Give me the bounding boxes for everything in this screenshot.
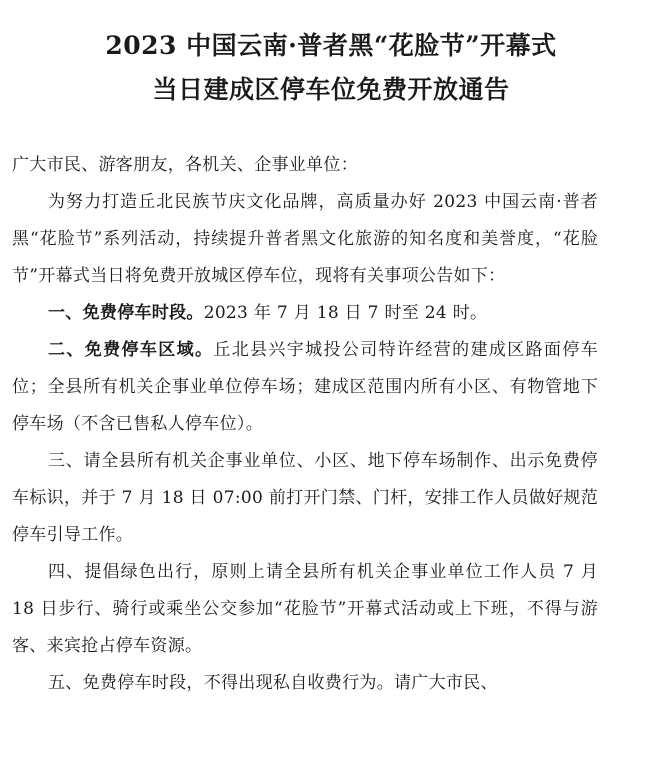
item-5-text: 五、免费停车时段，不得出现私自收费行为。请广大市民、 <box>48 673 498 693</box>
title-line-2: 当日建成区停车位免费开放通告 <box>152 75 510 104</box>
item-3 <box>12 443 598 554</box>
item-1 <box>12 295 598 332</box>
item-4-text: 四、提倡绿色出行，原则上请全县所有机关企事业单位工作人员 7 月 18 日步行、骑行或乘坐公交参加“花脸节”开幕式活动或上下班，不得与游客、来宾抢占停车资源。 <box>12 562 598 656</box>
item-5 <box>12 665 598 702</box>
item-4 <box>12 554 598 665</box>
intro-paragraph: 为努力打造丘北民族节庆文化品牌，高质量办好 2023 中国云南·普者黑“花脸节”系列活动，持续提升普者黑文化旅游的知名度和美誉度，“花脸节”开幕式当日将免费开放城区停车位，现将有关事项公告如下： <box>12 192 598 286</box>
item-1-text: 2023 年 7 月 18 日 7 时至 24 时。 <box>203 303 488 323</box>
item-2 <box>12 332 598 443</box>
notice-body <box>12 147 598 702</box>
item-2-text: 丘北县兴宇城投公司特许经营的建成区路面停车位；全县所有机关企事业单位停车场；建成区范围内所有小区、有物管地下停车场（不含已售私人停车位）。 <box>12 340 598 434</box>
item-2-heading: 二、免费停车区域。 <box>48 340 214 360</box>
salutation: 广大市民、游客朋友，各机关、企事业单位： <box>12 155 358 175</box>
item-3-text: 三、请全县所有机关企事业单位、小区、地下停车场制作、出示免费停车标识，并于 7 月 18 日 07:00 前打开门禁、门杆，安排工作人员做好规范停车引导工作。 <box>12 451 598 545</box>
item-1-heading: 一、免费停车时段。 <box>48 303 204 323</box>
title-line-1: 2023 中国云南·普者黑“花脸节”开幕式 <box>105 31 557 60</box>
